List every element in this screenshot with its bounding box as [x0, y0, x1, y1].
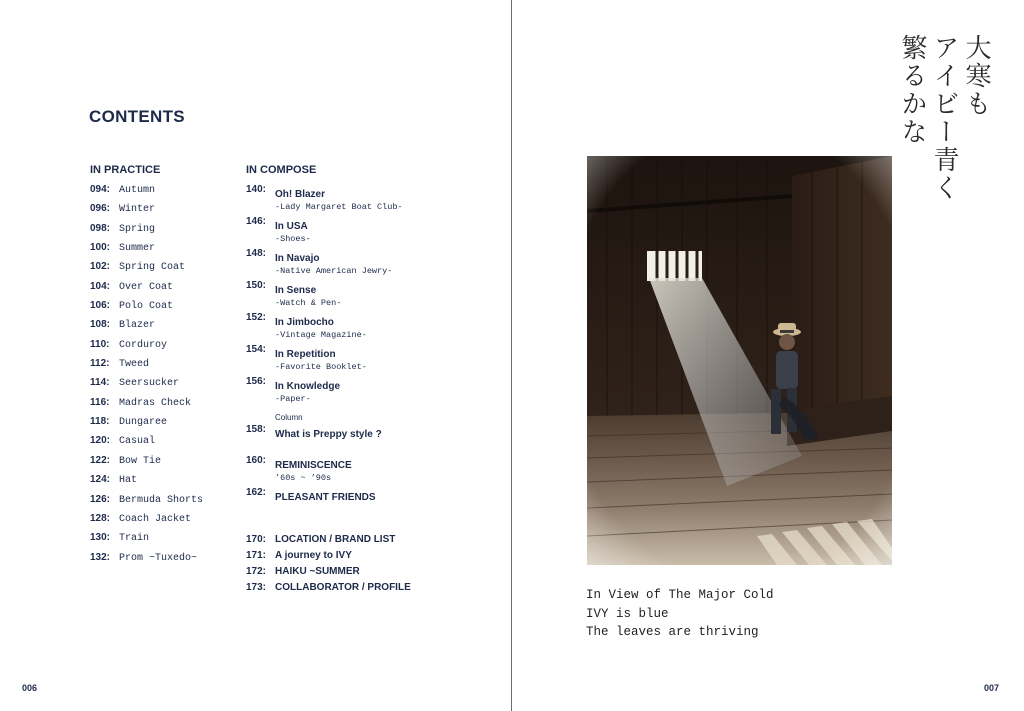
practice-entry — [90, 494, 240, 513]
entry-page-number: 108: — [90, 319, 111, 331]
entry-page-number: 128: — [90, 512, 111, 524]
entry-label: Dungaree — [119, 417, 168, 429]
entry-label: Bermuda Shorts — [119, 494, 204, 506]
haiku-line-3: 繁るかな — [897, 34, 927, 146]
caption-line-2: IVY is blue — [586, 606, 669, 621]
entry-page-number: 132: — [90, 551, 111, 563]
entry-label: Coach Jacket — [119, 513, 192, 525]
entry-label: Summer — [119, 243, 156, 255]
entry-page-number: 162: — [246, 487, 267, 498]
entry-title: In Repetition — [275, 349, 336, 360]
entry-page-number: 100: — [90, 242, 111, 254]
entry-label: Prom ~Tuxedo~ — [119, 552, 198, 564]
compose-entry — [246, 280, 496, 309]
entry-title: A journey to IVY — [275, 550, 352, 561]
in-compose-heading: IN COMPOSE — [246, 164, 317, 176]
entry-label: Casual — [119, 436, 156, 448]
caption-line-1: In View of The Major Cold — [586, 588, 774, 602]
entry-page-number: 124: — [90, 474, 111, 486]
haiku-line-1: 大寒も — [961, 34, 991, 118]
entry-label: Winter — [119, 204, 156, 216]
compose-entry — [246, 376, 496, 405]
entry-page-number: 172: — [246, 566, 267, 577]
practice-entry — [90, 242, 240, 261]
compose-entry — [246, 344, 496, 373]
entry-subtitle: -Vintage Magazine- — [275, 330, 367, 340]
compose-entry — [246, 487, 496, 505]
practice-entry — [90, 203, 240, 222]
entry-title: In Sense — [275, 285, 317, 296]
barn-light-illustration — [587, 156, 892, 565]
practice-entry — [90, 358, 240, 377]
column-prefix-label: Column — [275, 413, 303, 422]
entry-page-number: 104: — [90, 280, 111, 292]
entry-page-number: 114: — [90, 377, 110, 389]
caption-line-3: The leaves are thriving — [586, 625, 759, 639]
practice-entry — [90, 513, 240, 532]
entry-title: REMINISCENCE — [275, 460, 352, 471]
compose-entry — [246, 455, 496, 484]
entry-page-number: 102: — [90, 261, 111, 273]
entry-page-number: 150: — [246, 280, 267, 291]
practice-entry — [90, 552, 240, 571]
in-compose-column — [246, 163, 496, 593]
practice-entry — [90, 261, 240, 280]
entry-subtitle: ’60s ~ ’90s — [275, 473, 332, 483]
column-prefix-row — [246, 413, 496, 423]
practice-entry — [90, 474, 240, 493]
practice-entry — [90, 377, 240, 396]
poem-caption — [586, 586, 774, 642]
entry-page-number: 130: — [90, 532, 111, 544]
entry-page-number: 110: — [90, 338, 110, 350]
entry-label: Hat — [119, 475, 138, 487]
entry-label: Polo Coat — [119, 301, 174, 313]
left-page — [0, 0, 511, 711]
entry-subtitle: -Paper- — [275, 394, 311, 404]
entry-page-number: 120: — [90, 435, 111, 447]
entry-title: In Navajo — [275, 253, 320, 264]
entry-label: Spring Coat — [119, 262, 186, 274]
practice-entry — [90, 416, 240, 435]
entry-label: Train — [119, 533, 150, 545]
entry-page-number: 171: — [246, 550, 267, 561]
entry-title: Oh! Blazer — [275, 189, 326, 200]
entry-page-number: 148: — [246, 248, 267, 259]
entry-label: Bow Tie — [119, 455, 162, 467]
entry-label: Seersucker — [119, 378, 180, 390]
practice-entry — [90, 435, 240, 454]
practice-entry — [90, 300, 240, 319]
practice-entry — [90, 184, 240, 203]
practice-entry — [90, 532, 240, 551]
entry-page-number: 098: — [90, 222, 111, 234]
extra-entry — [246, 582, 496, 600]
entry-page-number: 118: — [90, 416, 110, 428]
entry-page-number: 160: — [246, 455, 267, 466]
entry-label: Autumn — [119, 185, 156, 196]
practice-entry — [90, 281, 240, 300]
window-light — [647, 251, 702, 281]
entry-title: In Knowledge — [275, 381, 340, 392]
entry-title: PLEASANT FRIENDS — [275, 492, 376, 503]
entry-page-number: 152: — [246, 312, 267, 323]
entry-page-number: 173: — [246, 582, 267, 593]
practice-entry — [90, 319, 240, 338]
barn-light-photo — [587, 156, 892, 565]
contents-title: CONTENTS — [89, 107, 185, 126]
entry-subtitle: -Favorite Booklet- — [275, 362, 367, 372]
entry-page-number: 122: — [90, 454, 111, 466]
entry-label: Madras Check — [119, 397, 192, 409]
entry-page-number: 140: — [246, 184, 267, 195]
entry-subtitle: -Lady Margaret Boat Club- — [275, 202, 403, 212]
entry-page-number: 146: — [246, 216, 267, 227]
page-number-right: 007 — [984, 683, 1000, 693]
compose-entry — [246, 424, 496, 442]
entry-page-number: 096: — [90, 203, 111, 215]
in-practice-column — [90, 163, 240, 571]
entry-subtitle: -Watch & Pen- — [275, 298, 342, 308]
entry-title: What is Preppy style ? — [275, 429, 382, 440]
entry-page-number: 094: — [90, 184, 111, 195]
practice-entry — [90, 339, 240, 358]
entry-title: COLLABORATOR / PROFILE — [275, 582, 411, 593]
entry-label: Blazer — [119, 320, 156, 332]
compose-entry — [246, 312, 496, 341]
entry-page-number: 106: — [90, 300, 111, 312]
entry-title: In USA — [275, 221, 308, 232]
entry-label: Tweed — [119, 359, 150, 371]
entry-subtitle: -Shoes- — [275, 234, 311, 244]
entry-title: HAIKU ~SUMMER — [275, 566, 360, 577]
entry-label: Over Coat — [119, 281, 174, 293]
page-number-left: 006 — [22, 683, 38, 693]
entry-label: Spring — [119, 223, 156, 235]
entry-subtitle: -Native American Jewry- — [275, 266, 393, 276]
entry-page-number: 158: — [246, 424, 267, 435]
entry-page-number: 116: — [90, 396, 110, 408]
entry-label: Corduroy — [119, 339, 168, 351]
entry-page-number: 156: — [246, 376, 267, 387]
entry-title: In Jimbocho — [275, 317, 334, 328]
compose-entry — [246, 248, 496, 277]
entry-page-number: 170: — [246, 534, 267, 545]
entry-page-number: 112: — [90, 358, 110, 370]
practice-entry — [90, 397, 240, 416]
compose-entry — [246, 184, 496, 213]
practice-entry — [90, 455, 240, 474]
compose-entry — [246, 216, 496, 245]
practice-entry — [90, 223, 240, 242]
in-practice-heading: IN PRACTICE — [90, 164, 161, 176]
entry-title: LOCATION / BRAND LIST — [275, 534, 396, 545]
haiku-line-2: アイビー青く — [929, 34, 959, 202]
entry-page-number: 154: — [246, 344, 267, 355]
entry-page-number: 126: — [90, 493, 111, 505]
